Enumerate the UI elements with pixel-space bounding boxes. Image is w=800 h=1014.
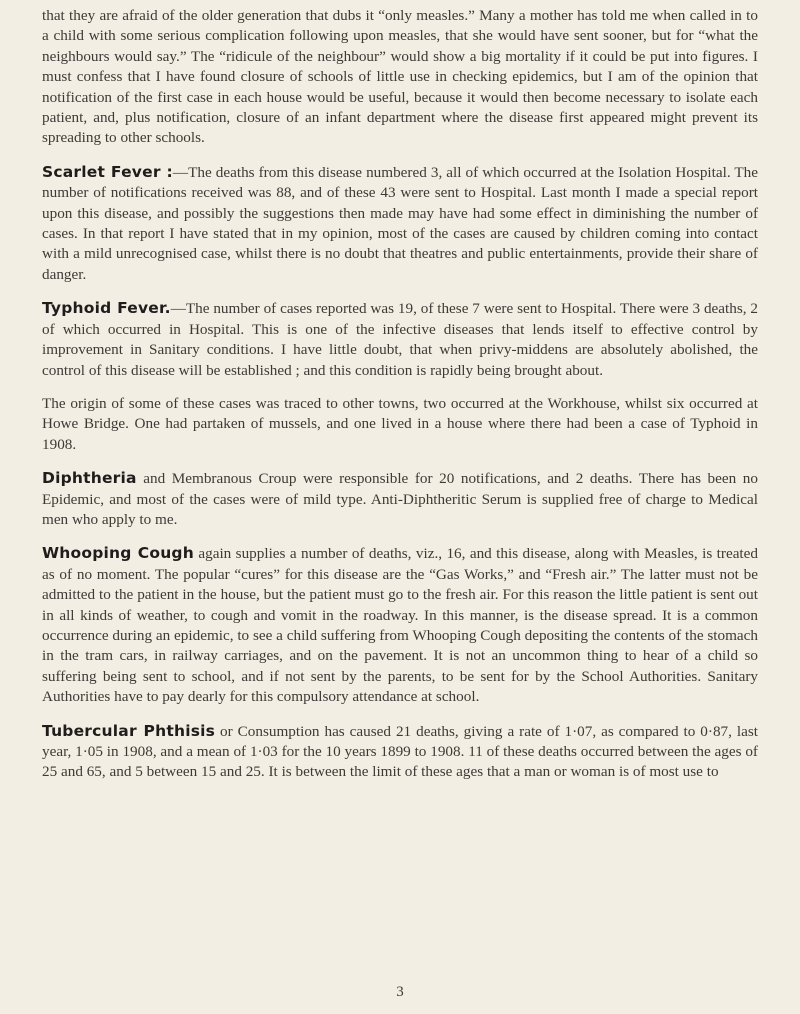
paragraph-text: that they are afraid of the older generation that dubs it “only measles.” Many a mother has told me when called in to a child with some serious complication following upon measles, that she would have sent sooner, but for “what the neighbours would say.” The “ridicule of the neighbour” would show a big mortality if it could be put into figures. I must confess that I have found closure of schools of little use in checking epidemics, but I am of the opinion that notification of the first case in each house would be useful, because it would then become necessary to isolate each patient, and, plus notification, closure of an infant department where the disease first appeared might prevent its spreading to other schools.: [42, 7, 758, 147]
paragraph-text: The origin of some of these cases was traced to other towns, two occurred at the Workhouse, whilst six occurred at Howe Bridge. One had partaken of mussels, and one lived in a house where there had been a case of Typhoid in 1908.: [42, 394, 758, 453]
paragraph-text: —The number of cases reported was 19, of these 7 were sent to Hospital. There were 3 deaths, 2 of which occurred in Hospital. This is one of the infective diseases that lends itself to effective control by improvement in Sanitary conditions. I have little doubt, that when privy-middens are absolutely abolished, the control of this disease will be established ; and this condition is rapidly being brought about.: [42, 300, 758, 379]
paragraph-whooping-cough: [42, 543, 758, 707]
paragraph-scarlet-fever: [42, 162, 758, 285]
paragraph-typhoid-fever: [42, 298, 758, 381]
paragraph-text: and Membranous Croup were responsible for 20 notifications, and 2 deaths. There has been no Epidemic, and most of the cases were of mild type. Anti-Diphtheritic Serum is supplied free of charge to Medical men who apply to me.: [42, 470, 758, 528]
paragraph-text: —The deaths from this disease numbered 3, all of which occurred at the Isolation Hospital. The number of notifications received was 88, and of these 43 were sent to Hospital. Last month I made a special report upon this disease, and possibly the suggestions then made may have had some effect in diminishing the number of cases. In that report I have stated that in my opinion, most of the cases are caused by children coming into contact with a mild unrecognised case, whilst there is no doubt that theatres and public entertainments, provide their share of danger.: [42, 163, 758, 283]
paragraph-text: again supplies a number of deaths, viz., 16, and this disease, along with Measles, is treated as of no moment. The popular “cures” for this disease are the “Gas Works,” and “Fresh air.” The latter must not be admitted to the patient in the house, but the patient must go to the fresh air. For this reason the little patient is sent out in all kinds of weather, to cough and vomit in the roadway. In this manner, is the disease spread. It is a common occurrence during an epidemic, to see a child suffering from Whooping Cough depositing the contents of the stomach in the tram cars, in railway carriages, and on the pavement. It is not an uncommon thing to hear of a child so suffering being sent to school, and if not sent by the parents, to be sent for by the School Authorities. Sanitary Authorities have to pay dearly for this compulsory attendance at school.: [42, 545, 758, 706]
page-number: 3: [396, 984, 404, 1000]
section-heading-typhoid-fever: Typhoid Fever.: [42, 299, 171, 318]
document-page: [42, 6, 758, 796]
paragraph-tubercular-phthisis: [42, 721, 758, 783]
section-heading-diphtheria: Diphtheria: [42, 469, 137, 488]
section-heading-whooping-cough: Whooping Cough: [42, 544, 194, 563]
paragraph-text: or Consumption has caused 21 deaths, giving a rate of 1·07, as compared to 0·87, last year, 1·05 in 1908, and a mean of 1·03 for the 10 years 1899 to 1908. 11 of these deaths occurred between the ages of 25 and 65, and 5 between 15 and 25. It is between the limit of these ages that a man or woman is of most use to: [42, 722, 758, 781]
paragraph-typhoid-origin: [42, 394, 758, 455]
paragraph-measles-continued: [42, 6, 758, 149]
paragraph-diphtheria: [42, 468, 758, 530]
section-heading-tubercular-phthisis: Tubercular Phthisis: [42, 721, 216, 740]
section-heading-scarlet-fever: Scarlet Fever :: [42, 162, 173, 181]
